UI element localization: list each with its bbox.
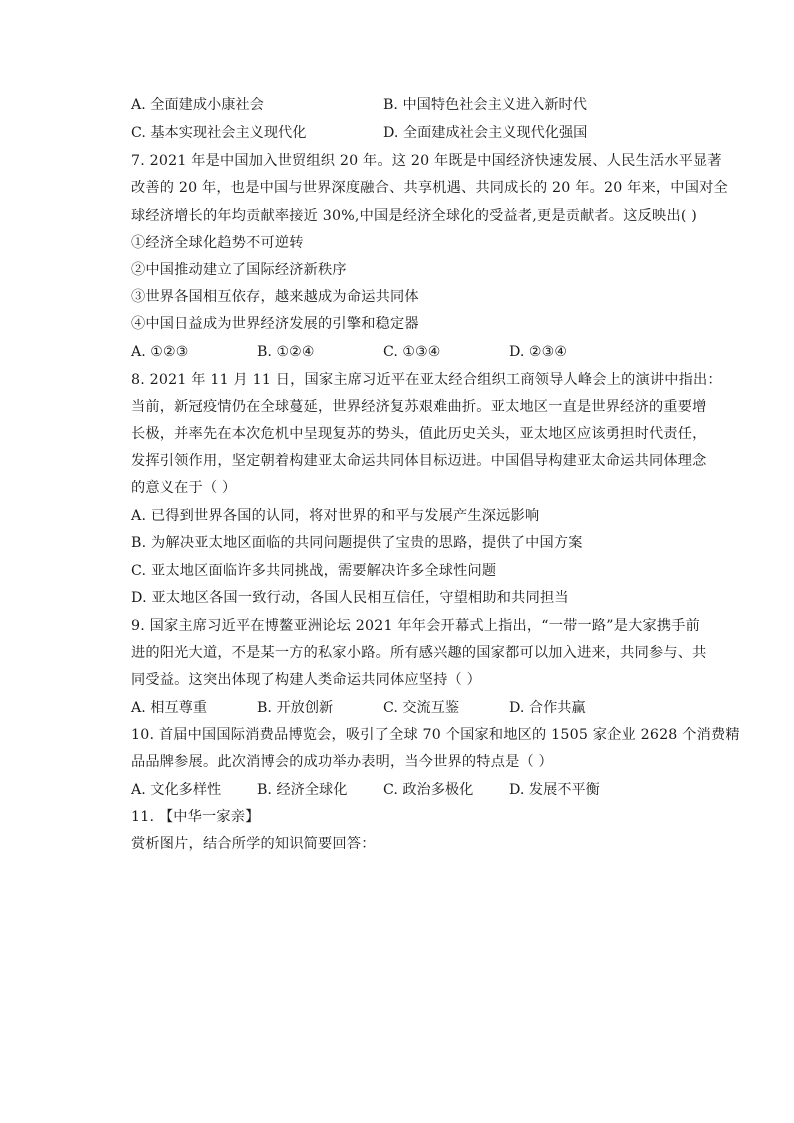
q9-option-c: C. 交流互鉴: [383, 700, 460, 716]
q9-stem-line-3: 同受益。这突出体现了构建人类命运共同体应坚持（ ）: [131, 672, 482, 688]
q7-option-a: A. ①②③: [131, 344, 189, 360]
q6-option-b: B. 中国特色社会主义进入新时代: [383, 97, 587, 113]
q10-stem-line-2: 品品牌参展。此次消博会的成功举办表明，当今世界的特点是（ ）: [131, 754, 553, 770]
q10-stem-line-1: 10. 首届中国国际消费品博览会，吸引了全球 70 个国家和地区的 1505 家企业 2628 个消费精: [131, 727, 740, 743]
q8-option-c: C. 亚太地区面临许多共同挑战，需要解决许多全球性问题: [131, 563, 497, 579]
q6-option-c: C. 基本实现社会主义现代化: [131, 125, 307, 141]
q9-option-d: D. 合作共赢: [509, 700, 586, 716]
q10-option-d: D. 发展不平衡: [509, 782, 600, 798]
q7-stem-line-2: 改善的 20 年，也是中国与世界深度融合、共享机遇、共同成长的 20 年。20 年来，中国对全: [131, 180, 728, 196]
q8-stem-line-4: 发挥引领作用，坚定朝着构建亚太命运共同体目标迈进。中国倡导构建亚太命运共同体理念: [131, 453, 707, 469]
q8-option-a: A. 已得到世界各国的认同，将对世界的和平与发展产生深远影响: [131, 508, 540, 524]
q9-option-a: A. 相互尊重: [131, 700, 208, 716]
q8-stem-line-1: 8. 2021 年 11 月 11 日，国家主席习近平在亚太经合组织工商领导人峰会上的演讲中指出：: [131, 372, 722, 388]
q7-stem-line-3: 球经济增长的年均贡献率接近 30%,中国是经济全球化的受益者,更是贡献者。这反映出( ): [131, 208, 698, 224]
q11-title: 11. 【中华一家亲】: [131, 809, 260, 825]
q6-option-d: D. 全面建成社会主义现代化强国: [383, 125, 588, 141]
q10-option-b: B. 经济全球化: [257, 782, 348, 798]
q10-option-c: C. 政治多极化: [383, 782, 474, 798]
q7-statement-2: ②中国推动建立了国际经济新秩序: [131, 262, 347, 278]
q8-option-d: D. 亚太地区各国一致行动，各国人民相互信任，守望相助和共同担当: [131, 590, 569, 606]
q10-option-a: A. 文化多样性: [131, 782, 222, 798]
q8-stem-line-2: 当前，新冠疫情仍在全球蔓延，世界经济复苏艰难曲折。亚太地区一直是世界经济的重要增: [131, 399, 707, 415]
q11-instruction: 赏析图片，结合所学的知识简要回答：: [131, 836, 376, 852]
q9-option-b: B. 开放创新: [257, 700, 334, 716]
q7-option-b: B. ①②④: [257, 344, 315, 360]
q8-option-b: B. 为解决亚太地区面临的共同问题提供了宝贵的思路，提供了中国方案: [131, 535, 583, 551]
q7-option-d: D. ②③④: [509, 344, 568, 360]
q8-stem-line-3: 长极，并率先在本次危机中呈现复苏的势头，值此历史关头，亚太地区应该勇担时代责任，: [131, 426, 707, 442]
q7-statement-1: ①经济全球化趋势不可逆转: [131, 235, 304, 251]
q6-option-a: A. 全面建成小康社会: [131, 97, 264, 113]
q7-stem-line-1: 7. 2021 年是中国加入世贸组织 20 年。这 20 年既是中国经济快速发展、人民生活水平显著: [131, 153, 722, 169]
q9-stem-line-2: 进的阳光大道，不是某一方的私家小路。所有感兴趣的国家都可以加入进来，共同参与、共: [131, 645, 707, 661]
q9-stem-line-1: 9. 国家主席习近平在博鳌亚洲论坛 2021 年年会开幕式上指出，“一带一路”是大家携手前: [131, 618, 701, 634]
q7-option-c: C. ①③④: [383, 344, 441, 360]
q8-stem-line-5: 的意义在于（ ）: [131, 480, 237, 496]
q7-statement-4: ④中国日益成为世界经济发展的引擎和稳定器: [131, 316, 419, 332]
q7-statement-3: ③世界各国相互依存，越来越成为命运共同体: [131, 289, 419, 305]
